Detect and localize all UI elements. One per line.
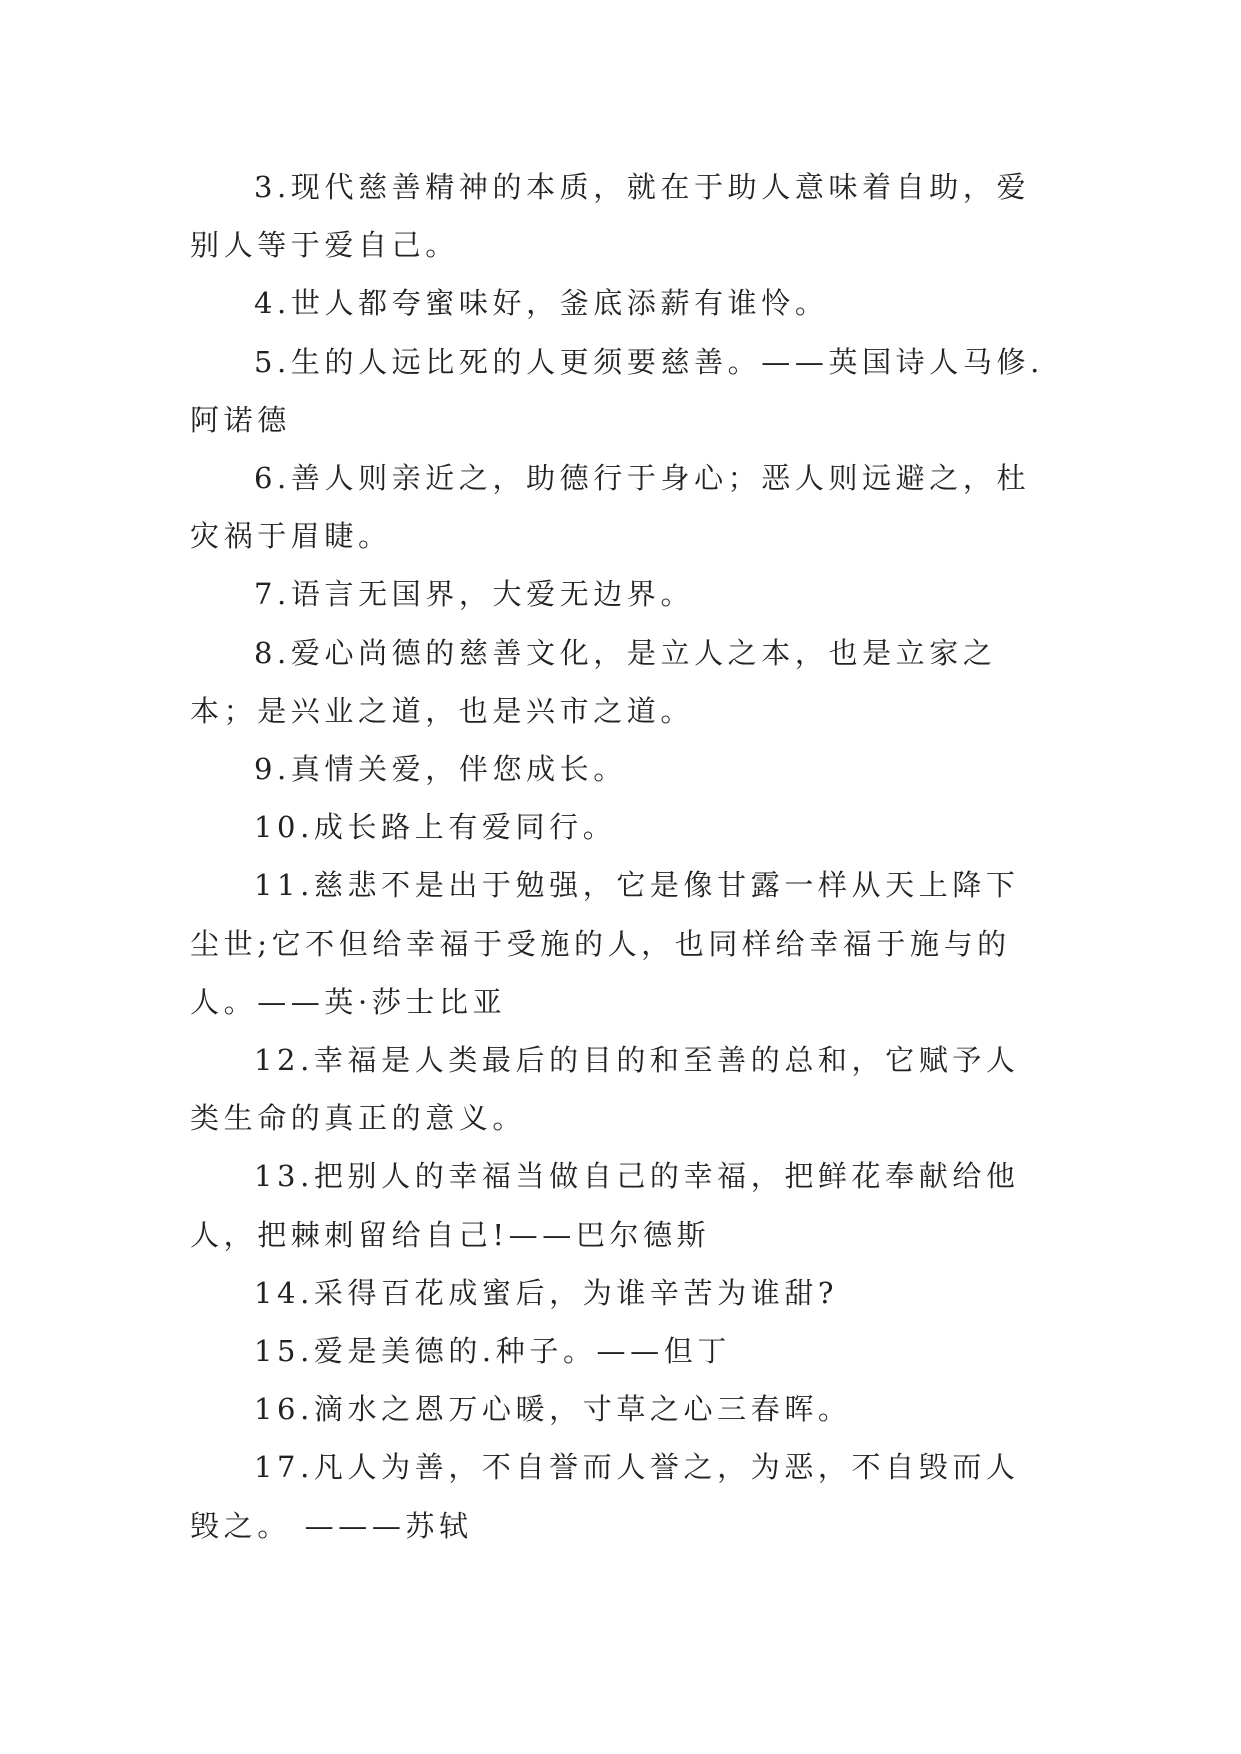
paragraph-4: 4.世人都夸蜜味好，釜底添薪有谁怜。 <box>254 286 829 321</box>
paragraph-11: 11.慈悲不是出于勉强，它是像甘露一样从天上降下尘世;它不但给幸福于受施的人，也同样给幸福于施与的人。——英·莎士比亚 <box>190 868 1020 1019</box>
paragraph-16: 16.滴水之恩万心暖，寸草之心三春晖。 <box>254 1392 852 1427</box>
paragraph-9: 9.真情关爱，伴您成长。 <box>254 752 627 787</box>
paragraph-7: 7.语言无国界，大爱无边界。 <box>254 577 695 612</box>
paragraph-14: 14.采得百花成蜜后，为谁辛苦为谁甜? <box>254 1275 839 1310</box>
paragraph-8: 8.爱心尚德的慈善文化，是立人之本，也是立家之本；是兴业之道，也是兴市之道。 <box>190 635 997 728</box>
paragraph-17: 17.凡人为善，不自誉而人誉之，为恶，不自毁而人毁之。 ———苏轼 <box>190 1450 1020 1543</box>
paragraph-5: 5.生的人远比死的人更须要慈善。——英国诗人马修.阿诺德 <box>190 344 1044 437</box>
paragraph-3: 3.现代慈善精神的本质，就在于助人意味着自助，爱别人等于爱自己。 <box>190 170 1031 263</box>
paragraph-6: 6.善人则亲近之，助德行于身心；恶人则远避之，杜灾祸于眉睫。 <box>190 461 1031 554</box>
paragraph-13: 13.把别人的幸福当做自己的幸福，把鲜花奉献给他人，把棘刺留给自己!——巴尔德斯 <box>190 1159 1020 1252</box>
paragraph-10: 10.成长路上有爱同行。 <box>254 810 617 845</box>
paragraph-12: 12.幸福是人类最后的目的和至善的总和，它赋予人类生命的真正的意义。 <box>190 1043 1020 1136</box>
document-body <box>190 158 1052 1555</box>
paragraph-15: 15.爱是美德的.种子。——但丁 <box>254 1334 731 1369</box>
